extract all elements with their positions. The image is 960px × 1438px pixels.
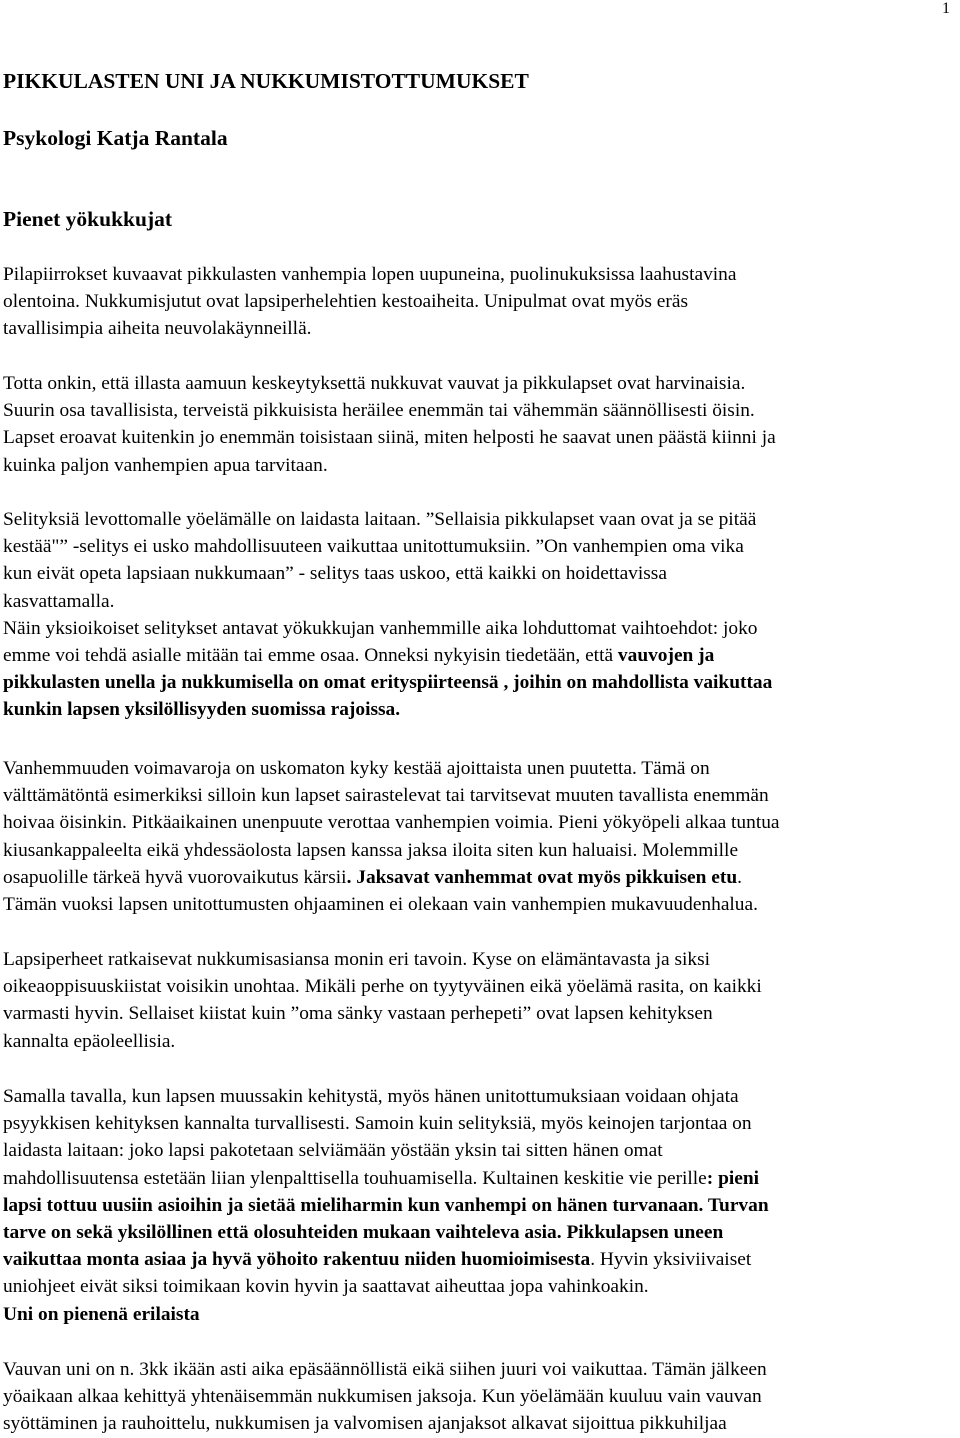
line-text: . Hyvin yksiviivaiset — [590, 1249, 752, 1271]
text-line — [3, 809, 960, 836]
line-text: yöaikaan alkaa kehittyä yhtenäisemmän nukkumisen jaksoja. Kun yöelämään kuuluu vain vauvan — [3, 1386, 762, 1408]
paragraph — [3, 261, 960, 343]
line-bold-text: kunkin lapsen yksilöllisyyden suomissa rajoissa. — [3, 699, 401, 721]
line-bold-text: lapsi tottuu uusiin asioihin ja sietää mieliharmin kun vanhempi on hänen turvanaan. Turvan — [3, 1194, 769, 1216]
text-line — [3, 1356, 960, 1383]
text-line — [3, 1165, 960, 1192]
text-line — [3, 370, 960, 397]
text-line — [3, 588, 960, 615]
line-text: kiusankappaleelta eikä yhdessäolosta lapsen kanssa jaksa iloita siten kun haluaisi. Molemmille — [3, 839, 739, 861]
paragraph — [3, 506, 960, 724]
text-line — [3, 506, 960, 533]
text-line — [3, 669, 960, 696]
line-bold-text: pikkulasten unella ja nukkumisella on omat erityspiirteensä , joihin on mahdollista vaikuttaa — [3, 672, 773, 694]
text-line — [3, 946, 960, 973]
text-line — [3, 1219, 960, 1246]
line-text: hoivaa öisinkin. Pitkäaikainen unenpuute verottaa vanhempien voimia. Pieni yökyöpeli alkaa tuntua — [3, 812, 780, 834]
paragraph — [3, 1083, 960, 1328]
text-line — [3, 560, 960, 587]
text-line — [3, 1301, 960, 1328]
text-line — [3, 1246, 960, 1273]
text-line — [3, 696, 960, 723]
text-line — [3, 424, 960, 451]
line-text: Pilapiirrokset kuvaavat pikkulasten vanhempia lopen uupuneina, puolinukuksissa laahustavina — [3, 264, 737, 285]
text-line — [3, 288, 960, 315]
line-text: Lapset eroavat kuitenkin jo enemmän toisistaan siinä, miten helposti he saavat unen päästä kiinni ja — [3, 427, 776, 449]
paragraph — [3, 1356, 960, 1438]
section-heading: Pienet yökukkujat — [3, 207, 173, 231]
line-text: Samalla tavalla, kun lapsen muussakin kehitystä, myös hänen unitottumuksiaan voidaan ohjata — [3, 1086, 739, 1107]
text-line — [3, 261, 960, 288]
text-line — [3, 1273, 960, 1300]
line-text: Tämän vuoksi lapsen unitottumusten ohjaaminen ei olekaan vain vanhempien mukavuudenhalua. — [3, 893, 758, 915]
line-text: kun eivät opeta lapsiaan nukkumaan” - selitys taas uskoo, että kaikki on hoidettavissa — [3, 563, 667, 585]
text-line — [3, 1410, 960, 1437]
line-bold-text: vaikuttaa monta asiaa ja hyvä yöhoito rakentuu niiden huomioimisesta — [3, 1249, 591, 1271]
text-line — [3, 755, 960, 782]
line-text: varmasti hyvin. Sellaiset kiistat kuin ”oma sänky vastaan perhepeti” ovat lapsen kehityksen — [3, 1003, 713, 1025]
text-line — [3, 315, 960, 342]
line-text: emme voi tehdä asialle mitään tai emme osaa. Onneksi nykyisin tiedetään, että — [3, 644, 618, 666]
paragraph — [3, 946, 960, 1055]
text-line — [3, 1192, 960, 1219]
text-line — [3, 1110, 960, 1137]
text-line — [3, 973, 960, 1000]
text-line — [3, 615, 960, 642]
line-text: psyykkisen kehityksen kannalta turvallisesti. Samoin kuin selityksiä, myös keinojen tarjontaa on — [3, 1113, 752, 1135]
paragraph — [3, 755, 960, 918]
text-line — [3, 397, 960, 424]
page-number: 1 — [942, 0, 950, 17]
line-bold-text: tarve on sekä yksilöllinen että olosuhteiden mukaan vaihteleva asia. Pikkulapsen uneen — [3, 1221, 724, 1243]
text-line — [3, 1083, 960, 1110]
line-text: kestää"” -selitys ei usko mahdollisuuteen vaikuttaa unitottumuksiin. ”On vanhempien oma vika — [3, 536, 744, 558]
line-text: Selityksiä levottomalle yöelämälle on laidasta laitaan. ”Sellaisia pikkulapset vaan ovat ja se pitää — [3, 509, 757, 530]
line-bold-text: vauvojen ja — [617, 644, 715, 666]
line-text: Suurin osa tavallisista, terveistä pikkuisista heräilee enemmän tai vähemmän säännöllisesti öisin. — [3, 400, 755, 422]
text-line — [3, 1000, 960, 1027]
line-text: kannalta epäoleellisia. — [3, 1030, 176, 1052]
line-bold-text: : pieni — [706, 1167, 760, 1189]
line-text: laidasta laitaan: joko lapsi pakotetaan selviämään yöstään yksin tai sitten hänen omat — [3, 1140, 663, 1162]
text-line — [3, 642, 960, 669]
author-line: Psykologi Katja Rantala — [3, 126, 228, 150]
line-text: Vanhemmuuden voimavaroja on uskomaton kyky kestää ajoittaista unen puutetta. Tämä on — [3, 758, 710, 779]
line-text: osapuolille tärkeä hyvä vuorovaikutus kärsii — [3, 866, 347, 888]
text-line — [3, 452, 960, 479]
line-text: oikeaoppisuuskiistat voisikin unohtaa. Mikäli perhe on tyytyväinen eikä yöelämä rasita, on kaikki — [3, 976, 762, 998]
text-line — [3, 864, 960, 891]
line-text: olentoina. Nukkumisjutut ovat lapsiperhelehtien kestoaiheita. Unipulmat ovat myös eräs — [3, 291, 688, 313]
line-text: kuinka paljon vanhempien apua tarvitaan. — [3, 454, 328, 476]
text-line — [3, 891, 960, 918]
line-text: välttämätöntä esimerkiksi silloin kun lapset sairastelevat tai tarvitsevat muuten tavallista enemmän — [3, 785, 769, 807]
line-text: tavallisimpia aiheita neuvolakäynneillä. — [3, 318, 312, 340]
document-title: PIKKULASTEN UNI JA NUKKUMISTOTTUMUKSET — [3, 69, 529, 93]
line-text: Totta onkin, että illasta aamuun keskeytyksettä nukkuvat vauvat ja pikkulapset ovat harvinaisia. — [3, 373, 746, 394]
line-text: syöttäminen ja rauhoittelu, nukkumisen ja valvomisen ajanjaksot alkavat sijoittua pikkuhiljaa — [3, 1413, 727, 1435]
text-line — [3, 837, 960, 864]
line-text: Näin yksioikoiset selitykset antavat yökukkujan vanhemmille aika lohduttomat vaihtoehdot: joko — [3, 617, 758, 639]
line-text: mahdollisuutensa estetään liian ylenpalttisella touhuamisella. Kultainen keskitie vie perille — [3, 1167, 707, 1189]
text-line — [3, 1028, 960, 1055]
paragraph — [3, 370, 960, 479]
line-text: uniohjeet eivät siksi toimikaan kovin hyvin ja saattavat aiheuttaa jopa vahinkoakin. — [3, 1276, 649, 1298]
text-line — [3, 782, 960, 809]
line-bold-text: . Jaksavat vanhemmat ovat myös pikkuisen etu — [346, 866, 738, 888]
line-text: Vauvan uni on n. 3kk ikään asti aika epäsäännöllistä eikä siihen juuri voi vaikuttaa. Tämän jälkeen — [3, 1359, 767, 1380]
text-line — [3, 1137, 960, 1164]
line-text: . — [737, 866, 742, 888]
line-text: Lapsiperheet ratkaisevat nukkumisasiansa monin eri tavoin. Kyse on elämäntavasta ja siksi — [3, 949, 711, 970]
line-text: kasvattamalla. — [3, 590, 115, 612]
text-line — [3, 533, 960, 560]
text-line — [3, 1383, 960, 1410]
line-bold-text: Uni on pienenä erilaista — [3, 1303, 200, 1325]
